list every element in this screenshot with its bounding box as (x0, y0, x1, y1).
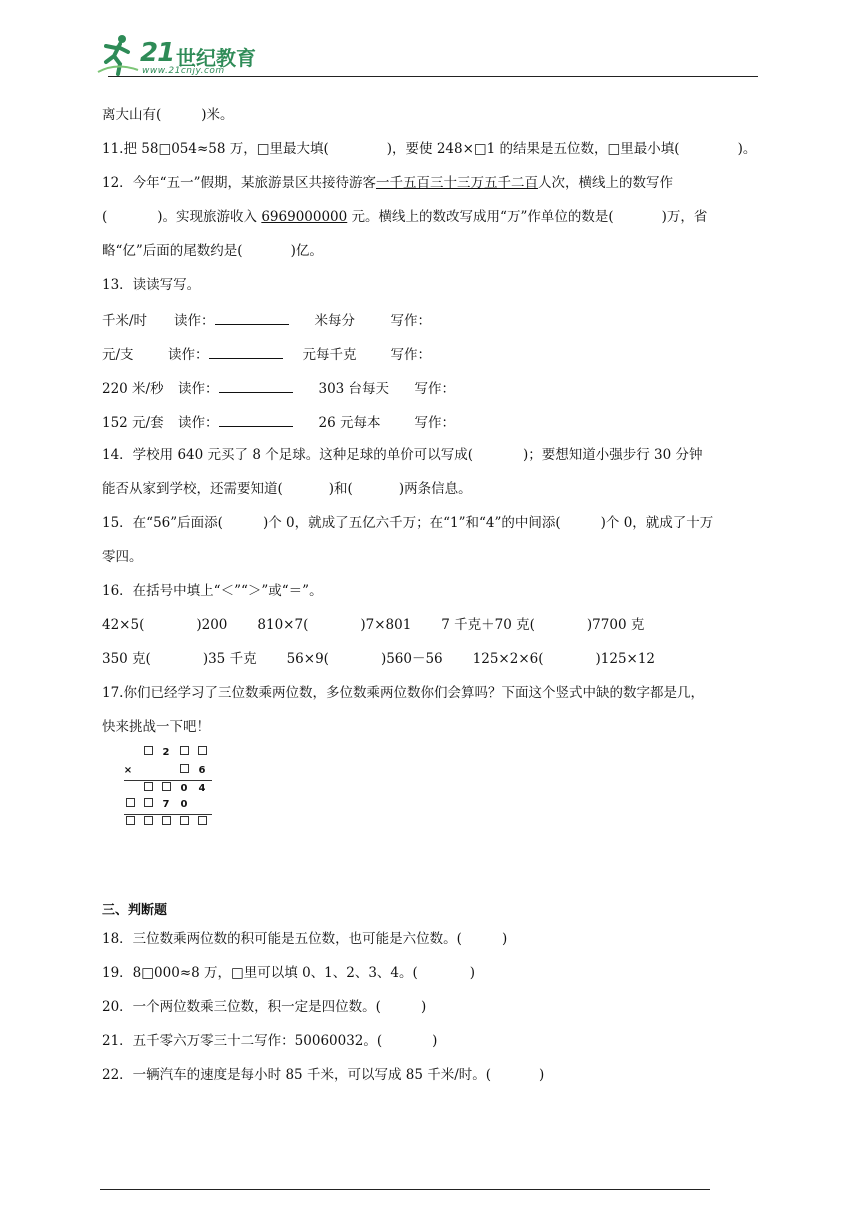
q16-row-1: 42×5( )200 810×7( )7×801 7 千克＋70 克( )7700 克 (102, 617, 645, 633)
section-title-judgement: 三、判断题 (102, 903, 168, 918)
question-14-line-2: 能否从家到学校，还需要知道( )和( )两条信息。 (102, 481, 472, 497)
vertical-multiplication-puzzle: 2 × 6 0 4 7 0 (120, 746, 220, 830)
blank-box[interactable] (180, 816, 189, 825)
q16-row-2: 350 克( )35 千克 56×9( )560－56 125×2×6( )125×12 (102, 651, 656, 667)
blank-box[interactable] (144, 746, 153, 755)
blank-box[interactable] (126, 798, 135, 807)
blank-box[interactable] (144, 782, 153, 791)
blank-box[interactable] (180, 764, 189, 773)
blank-box[interactable] (198, 816, 207, 825)
q13-row-3: 220 米/秒 读作： 303 台每天 写作： (102, 378, 455, 398)
header-divider (108, 76, 758, 77)
question-13-title: 13．读读写写。 (102, 277, 201, 293)
question-12-line-1: 12．今年“五一”假期，某旅游景区共接待游客一千五百三十三万五千二百人次，横线上的数写作 (102, 175, 673, 191)
blank-box[interactable] (126, 816, 135, 825)
question-12-line-3: 略“亿”后面的尾数约是( )亿。 (102, 243, 323, 259)
question-12-line-2: ( )。实现旅游收入 6969000000 元。横线上的数改写成用“万”作单位的数是( )万，省 (102, 209, 708, 225)
question-17-line-2: 快来挑战一下吧！ (102, 719, 210, 735)
blank-box[interactable] (162, 782, 171, 791)
question-19: 19．8□000≈8 万，□里可以填 0、1、2、3、4。( ) (102, 965, 476, 981)
question-11: 11.把 58□054≈58 万，□里最大填( )，要使 248×□1 的结果是五位数，□里最小填( )。 (102, 141, 757, 157)
logo-number: 21 (140, 38, 175, 68)
blank-box[interactable] (162, 816, 171, 825)
question-10-tail: 离大山有( )米。 (102, 107, 234, 123)
square-box-icon: □ (231, 965, 244, 981)
question-15-line-2: 零四。 (102, 549, 143, 565)
times-sign: × (123, 765, 133, 776)
question-22: 22．一辆汽车的速度是每小时 85 千米，可以写成 85 千米/时。( ) (102, 1067, 545, 1083)
question-16-title: 16．在括号中填上“＜”“＞”或“＝”。 (102, 583, 323, 599)
question-14-line-1: 14．学校用 640 元买了 8 个足球。这种足球的单价可以写成( )；要想知道小强步行 30 分钟 (102, 447, 703, 463)
question-18: 18．三位数乘两位数的积可能是五位数，也可能是六位数。( ) (102, 931, 508, 947)
logo-chinese-text: 世纪教育 (176, 46, 256, 70)
blank-box[interactable] (144, 816, 153, 825)
page-header (96, 32, 758, 78)
question-20: 20．一个两位数乘三位数，积一定是四位数。( ) (102, 999, 427, 1015)
square-box-icon: □ (141, 965, 155, 981)
q13-row-2: 元/支 读作： 元每千克 写作： (102, 344, 431, 364)
blank-box[interactable] (198, 746, 207, 755)
footer-divider (100, 1189, 710, 1190)
blank-box[interactable] (180, 746, 189, 755)
blank-box[interactable] (144, 798, 153, 807)
runner-logo-icon (96, 32, 140, 76)
q13-row-4: 152 元/套 读作： 26 元每本 写作： (102, 412, 455, 432)
question-17-line-1: 17.你们已经学习了三位数乘两位数，多位数乘两位数你们会算吗？下面这个竖式中缺的数字都是几， (102, 685, 704, 701)
q13-row-1: 千米/时 读作： 米每分 写作： (102, 310, 431, 330)
question-15-line-1: 15．在“56”后面添( )个 0，就成了五亿六千万；在“1”和“4”的中间添( )个 0，就成了十万 (102, 515, 714, 531)
question-21: 21．五千零六万零三十二写作：50060032。( ) (102, 1033, 438, 1049)
underlined-number-words: 一千五百三十三万五千二百 (375, 175, 538, 191)
logo-url: www.21cnjy.com (142, 66, 225, 76)
underlined-income-number: 6969000000 (261, 209, 348, 225)
